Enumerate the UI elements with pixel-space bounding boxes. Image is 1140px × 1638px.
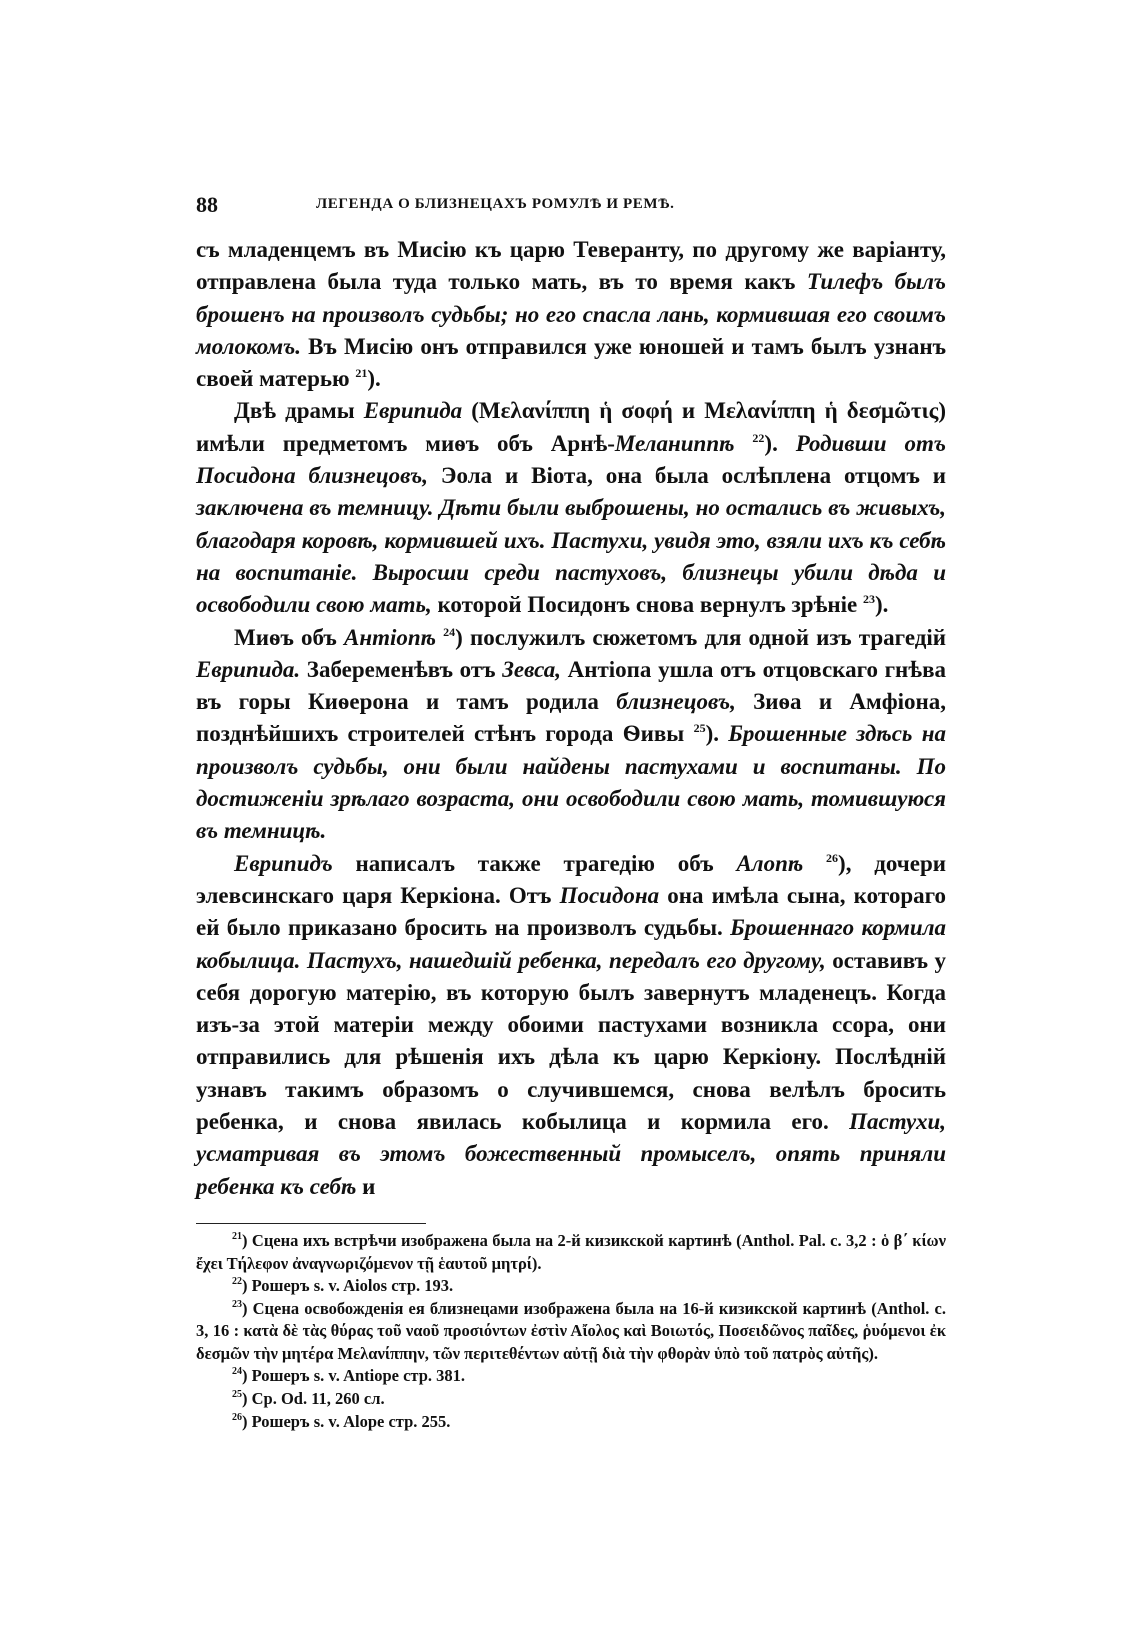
italic-text: Пастухи, усматривая въ этомъ божественный промыселъ, опять приняли ребенка къ себѣ (196, 1109, 946, 1199)
footnote (196, 1275, 946, 1298)
text-run: ) послужилъ сюжетомъ для одной изъ трагедій (455, 624, 946, 650)
text-run: ), дочери элевсинскаго царя Керкіона. Отъ (196, 850, 947, 908)
italic-text: Меланиппѣ (614, 430, 735, 456)
main-text (196, 234, 946, 1203)
italic-text: Алопѣ (736, 850, 804, 876)
footnote-ref: 23 (232, 1298, 242, 1310)
book-page (196, 192, 946, 1433)
paragraph (196, 234, 946, 395)
italic-text: Еврипида. (196, 656, 301, 682)
footnote (196, 1230, 946, 1275)
italic-text: близнецовъ, (616, 689, 736, 715)
footnote-ref: 25 (693, 721, 706, 736)
footnote-ref: 25 (232, 1389, 242, 1401)
footnote-ref: 26 (232, 1411, 242, 1423)
text-run: Эола и Віота, она была ослѣплена отцомъ и (428, 463, 946, 489)
italic-text: Антіопѣ (343, 624, 437, 650)
text-run: она имѣла сына, котораго ей было приказано бросить на произволъ судьбы. (196, 882, 946, 941)
italic-text: Посидона (559, 882, 660, 908)
footnotes (196, 1230, 946, 1433)
page-header (196, 192, 946, 226)
paragraph (196, 848, 946, 1203)
footnote-ref: 24 (232, 1366, 242, 1378)
text-run: ) Рошеръ s. v. Alope стр. 255. (242, 1411, 451, 1431)
text-run (803, 851, 826, 876)
paragraph (196, 622, 946, 848)
page-number: 88 (196, 192, 218, 217)
text-run: ). (874, 592, 889, 618)
footnote-ref: 24 (443, 624, 456, 639)
text-run: написалъ также трагедію объ (332, 850, 737, 876)
footnote-ref: 23 (862, 592, 875, 607)
italic-text: Брошеннаго кормила кобылица. Пастухъ, нашедшій ребенка, передалъ его другому, (196, 915, 946, 973)
footnote-ref: 21 (355, 366, 368, 381)
footnote-divider (196, 1223, 426, 1224)
italic-text: Тилефъ былъ брошенъ на произволъ судьбы; но его спасла лань, кормившая его своимъ молокомъ. (196, 269, 947, 359)
text-run: ) Cp. Od. 11, 260 сл. (242, 1389, 385, 1409)
text-run: ) Сцена освобожденія ея близнецами изображена была на 16-й кизикской картинѣ (Anthol. c. 3, 16 : κατὰ δὲ τὰς θύρας τοῦ ναοῦ προσιόντων ἐστὶν Αἴολος καὶ Βοιωτός, Ποσειδῶνος παῖδες, ῥυόμενοι ἐκ δεσμῶν τὴν μητέρα Μελανίππην, τῶν περιτεθέντων αὐτῇ διὰ τὴν φθορὰν ὑπὸ τοῦ πατρὸς αὐτῆς). (196, 1298, 946, 1363)
text-run: Зиѳа и Амфіона, позднѣйшихъ строителей стѣнъ города Ѳивы (196, 689, 946, 747)
footnote-ref: 22 (752, 430, 765, 445)
text-run (734, 431, 752, 456)
italic-text: Родивши отъ Посидона близнецовъ, (196, 430, 947, 489)
italic-text: Еврипидъ (234, 850, 333, 876)
italic-text: Брошенные здѣсь на произволъ судьбы, они были найдены пастухами и воспитаны. По достиженіи зрѣлаго возраста, они освободили свою мать, томившуюся въ темницѣ. (196, 721, 946, 844)
text-run: которой Посидонъ снова вернулъ зрѣніе (431, 592, 863, 618)
text-run: ) Сцена ихъ встрѣчи изображена была на 2-й кизикской картинѣ (Anthol. Pal. c. 3,2 : ὁ β΄ κίων ἔχει Τήλεφον ἀναγνωριζόμενον τῇ ἑαυτοῦ μητρί). (196, 1230, 946, 1273)
italic-text: Зевса, (502, 656, 561, 682)
footnote-ref: 26 (826, 850, 839, 865)
text-run: Двѣ драмы (234, 398, 364, 424)
footnote (196, 1298, 946, 1366)
text-run: ). (367, 366, 381, 392)
footnote (196, 1411, 946, 1434)
italic-text: Еврипида (363, 398, 463, 424)
text-run: Забеременѣвъ отъ (300, 656, 503, 682)
text-run: ) Рошеръ s. v. Aiolos стр. 193. (242, 1276, 454, 1296)
italic-text: заключена въ темницу. Дѣти были выброшены, но остались въ живыхъ, благодаря коровѣ, кормившей ихъ. Пастухи, увидя это, взяли ихъ къ себѣ на воспитаніе. Выросши среди пастуховъ, близнецы убили дѣда и освободили свою мать, (196, 495, 946, 618)
text-run: ). (705, 721, 729, 747)
text-run: оставивъ у себя дорогую матерію, въ которую былъ завернутъ младенецъ. Когда изъ-за этой матеріи между обоими пастухами возникла ссора, они отправились для рѣшенія ихъ дѣла къ царю Керкіону. Послѣдній узнавъ такимъ образомъ о случившемся, снова велѣлъ бросить ребенка, и снова явилась кобылица и кормила его. (196, 947, 946, 1135)
text-run: и (356, 1173, 376, 1199)
footnote-ref: 21 (232, 1230, 242, 1242)
text-run: (Μελανίππη ἡ σοφή и Μελανίππη ἡ δεσμῶτις) имѣли предметомъ миѳъ объ Арнѣ- (196, 398, 946, 456)
text-run: Миѳъ объ (234, 624, 344, 650)
footnote (196, 1388, 946, 1411)
text-run: съ младенцемъ въ Мисію къ царю Тевеpанту, по другому же варіанту, отправлена была туда только мать, въ то время какъ (196, 237, 946, 295)
text-run: ). (764, 430, 796, 456)
footnote-ref: 22 (232, 1276, 242, 1288)
text-run: Антіопа ушла отъ отцовскаго гнѣва въ горы Киѳерона и тамъ родила (196, 656, 947, 715)
running-title: ЛЕГЕНДА О БЛИЗНЕЦАХЪ РОМУЛѢ И РЕМѢ. (316, 196, 675, 212)
text-run: Въ Мисію онъ отправился уже юношей и тамъ былъ узнанъ своей матерью (196, 333, 946, 392)
footnote (196, 1365, 946, 1388)
paragraph (196, 395, 946, 621)
text-run: ) Рошеръ s. v. Antiope стр. 381. (242, 1366, 466, 1386)
